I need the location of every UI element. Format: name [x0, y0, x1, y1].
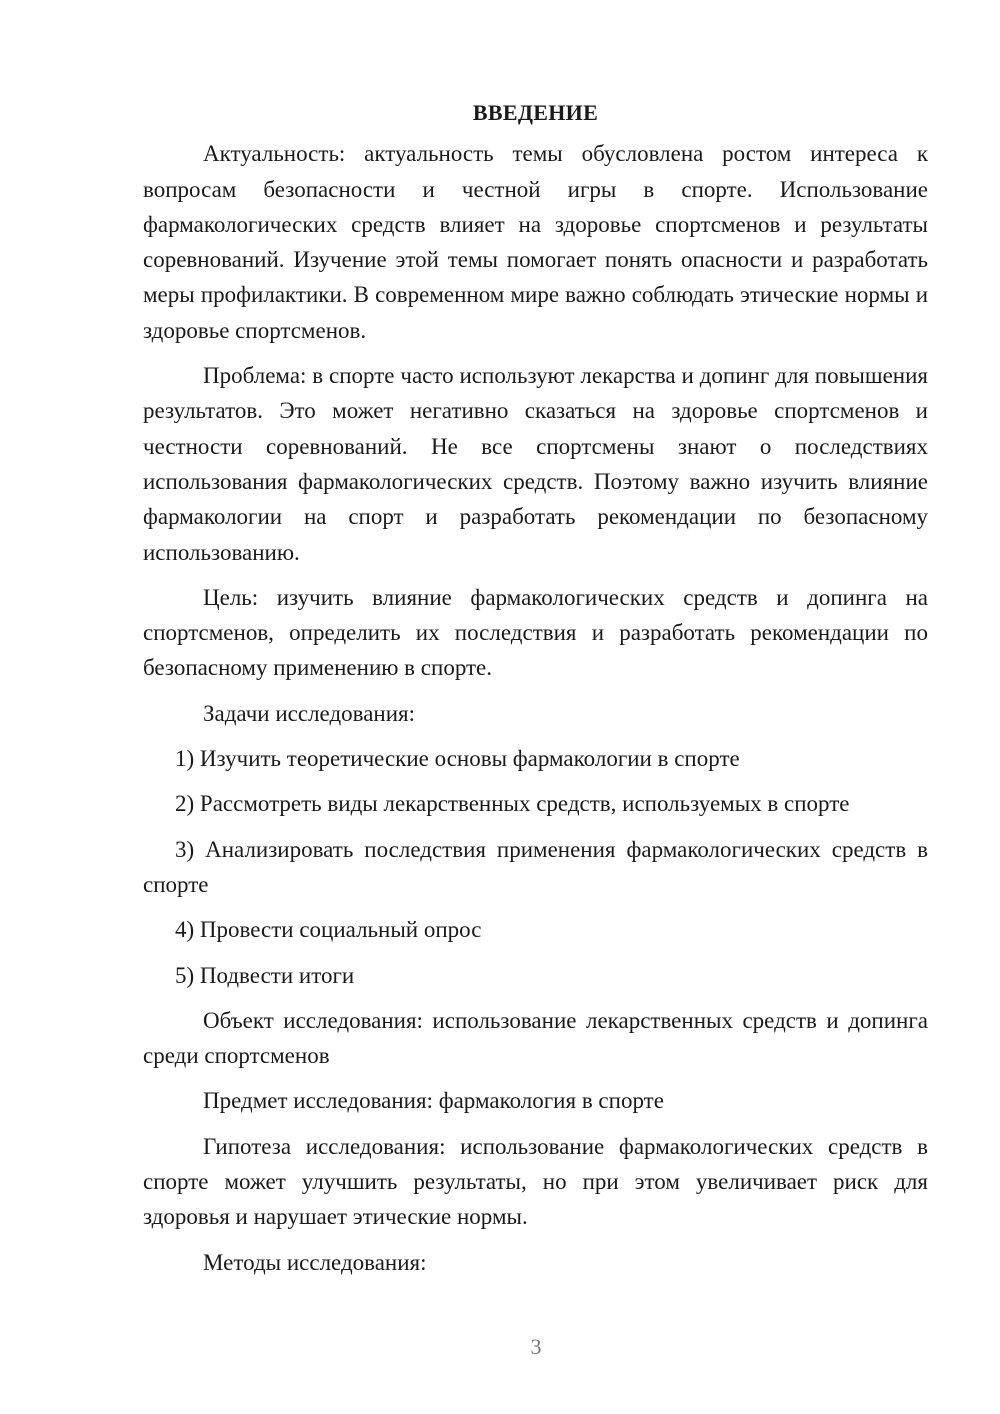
task-item-1: 1) Изучить теоретические основы фармакологии в спорте — [175, 746, 740, 772]
task-item-2: 2) Рассмотреть виды лекарственных средств, используемых в спорте — [175, 791, 850, 817]
paragraph-goal: Цель: изучить влияние фармакологических средств и допинга на спортсменов, определить их последствия и разработать рекомендации по безопасному применению в спорте. — [143, 584, 928, 681]
page-title: ВВЕДЕНИЕ — [472, 100, 599, 125]
page-content — [143, 95, 928, 1290]
page-number: 3 — [530, 1334, 542, 1359]
paragraph-object: Объект исследования: использование лекарственных средств и допинга среди спортсменов — [143, 1007, 928, 1069]
paragraph-hypothesis: Гипотеза исследования: использование фармакологических средств в спорте может улучшить результаты, но при этом увеличивает риск для здоровья и нарушает этические нормы. — [143, 1133, 928, 1230]
task-item-4: 4) Провести социальный опрос — [175, 917, 482, 943]
methods-heading: Методы исследования: — [203, 1249, 427, 1275]
tasks-heading: Задачи исследования: — [203, 700, 416, 726]
paragraph-subject: Предмет исследования: фармакология в спорте — [203, 1088, 664, 1114]
paragraph-relevance: Актуальность: актуальность темы обусловлена ростом интереса к вопросам безопасности и честной игры в спорте. Использование фармакологических средств влияет на здоровье спортсменов и результаты соревнований. Изучение этой темы помогает понять опасности и разработать меры профилактики. В современном мире важно соблюдать этические нормы и здоровье спортсменов. — [143, 141, 928, 343]
paragraph-problem: Проблема: в спорте часто используют лекарства и допинг для повышения результатов. Это может негативно сказаться на здоровье спортсменов и честности соревнований. Не все спортсмены знают о последствиях использования фармакологических средств. Поэтому важно изучить влияние фармакологии на спорт и разработать рекомендации по безопасному использованию. — [143, 363, 928, 565]
task-item-5: 5) Подвести итоги — [175, 962, 355, 988]
task-item-3: 3) Анализировать последствия применения фармакологических средств в спорте — [143, 836, 928, 897]
